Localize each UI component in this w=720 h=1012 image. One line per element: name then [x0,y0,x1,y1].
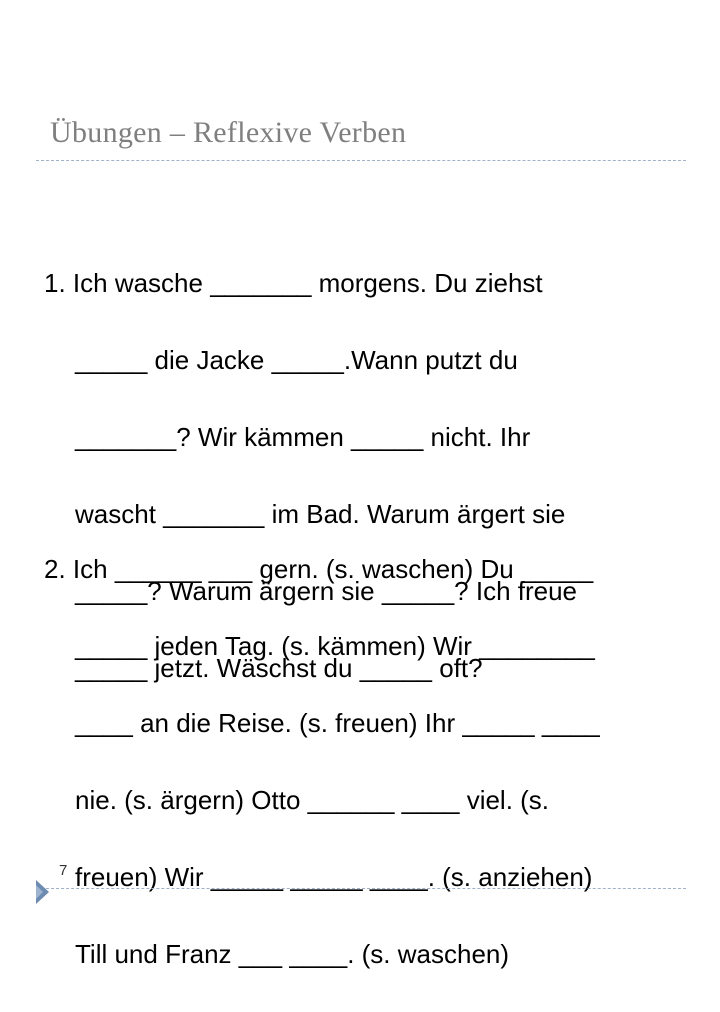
exercise-1-line: _____ jetzt. Wäschst du _____ oft? [75,652,483,683]
exercise-1-line: _____ die Jacke _____.Wann putzt du [75,344,518,375]
exercise-2-line: ____ an die Reise. (s. freuen) Ihr _____ ____ [75,707,600,738]
exercise-2 [44,511,684,1012]
exercise-2-line: nie. (s. ärgern) Otto ______ ____ viel. (s. [75,784,550,815]
footer-divider [36,888,686,889]
exercise-1-line: wascht _______ im Bad. Warum ärgert sie [75,498,566,529]
exercise-1-line: _____? Warum ärgern sie _____? Ich freue [75,575,578,606]
page-number: 7 [59,862,68,879]
exercise-1-line: _______? Wir kämmen _____ nicht. Ihr [75,421,531,452]
exercise-2-line: freuen) Wir _____ _____ ____. (s. anziehen) [75,861,593,892]
exercise-2-line: _____ jeden Tag. (s. kämmen) Wir ________ [75,630,595,661]
page-title: Übungen – Reflexive Verben [50,116,407,149]
exercise-2-line: 2. Ich ______ ___ gern. (s. waschen) Du _____ [44,553,594,584]
slide-bullet-icon [36,880,49,904]
exercise-1-line: 1. Ich wasche _______ morgens. Du ziehst [44,267,543,298]
header-divider [36,160,686,161]
exercise-2-line: Till und Franz ___ ____. (s. waschen) [75,938,510,969]
